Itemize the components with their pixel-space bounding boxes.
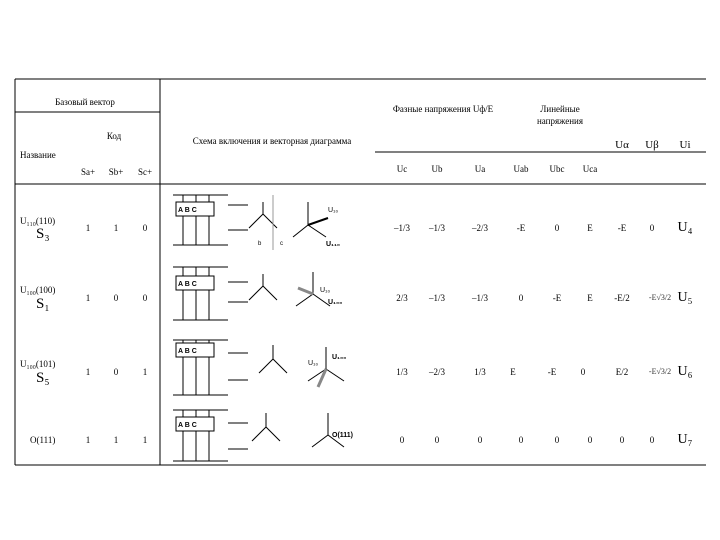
header-base-vector: Базовый вектор xyxy=(55,97,115,107)
cell-u-alpha: 0 xyxy=(619,435,625,445)
header-ub: Ub xyxy=(431,164,443,174)
cell-uab: 0 xyxy=(518,293,524,303)
cell-ubc: 0 xyxy=(554,223,560,233)
cell-sc: 0 xyxy=(142,223,148,233)
svg-text:O(111): O(111) xyxy=(332,432,354,439)
header-s-b: Sb+ xyxy=(108,167,124,177)
header-uab: Uab xyxy=(513,164,529,174)
cell-ubc: -E xyxy=(552,293,562,303)
scheme-diagram-111 xyxy=(168,405,368,467)
cell-sb: 1 xyxy=(113,435,119,445)
cell-uca: 0 xyxy=(587,435,593,445)
header-phase-voltages: Фазные напряжения Uф/E xyxy=(392,104,494,114)
cell-uca: 0 xyxy=(580,367,586,377)
cell-ub: –1/3 xyxy=(428,293,446,303)
header-ua: Ua xyxy=(474,164,486,174)
header-scheme: Схема включения и векторная диаграмма xyxy=(192,136,352,146)
svg-text:U₁₀: U₁₀ xyxy=(308,360,319,367)
row-sector: S₁ xyxy=(36,296,50,312)
svg-text:U₁₁₀: U₁₁₀ xyxy=(326,241,340,248)
scheme-diagram-110 xyxy=(168,190,368,255)
cell-u-beta: -E√3/2 xyxy=(648,367,672,376)
header-u-beta: Uβ xyxy=(645,139,659,151)
cell-u-i: U₆ xyxy=(677,364,693,379)
cell-u-beta: 0 xyxy=(649,435,655,445)
svg-text:A B C: A B C xyxy=(178,207,197,214)
row-sector: S₅ xyxy=(36,370,50,386)
cell-sc: 1 xyxy=(142,367,148,377)
row-name: U₁₀₀(100) xyxy=(20,285,56,295)
header-name: Название xyxy=(20,150,56,160)
cell-uc: 0 xyxy=(399,435,405,445)
cell-uca: E xyxy=(587,223,593,233)
cell-sb: 0 xyxy=(113,367,119,377)
cell-sc: 1 xyxy=(142,435,148,445)
cell-uc: 2/3 xyxy=(396,293,408,303)
svg-text:b: b xyxy=(258,241,262,247)
row-name: U₁₁₀(110) xyxy=(20,216,56,226)
svg-text:U₁₀₀: U₁₀₀ xyxy=(332,354,347,361)
cell-ubc: 0 xyxy=(554,435,560,445)
svg-text:A B C: A B C xyxy=(178,422,197,429)
cell-u-i: U₄ xyxy=(677,220,693,235)
cell-ua: –2/3 xyxy=(471,223,489,233)
header-uca: Uca xyxy=(582,164,598,174)
header-s-c: Sc+ xyxy=(137,167,153,177)
svg-text:U₁₀: U₁₀ xyxy=(320,287,331,294)
cell-uc: –1/3 xyxy=(393,223,411,233)
cell-ubc: -E xyxy=(547,367,557,377)
svg-text:A B C: A B C xyxy=(178,348,197,355)
header-code: Код xyxy=(106,131,122,141)
cell-uc: 1/3 xyxy=(396,367,408,377)
cell-sc: 0 xyxy=(142,293,148,303)
cell-sa: 1 xyxy=(85,293,91,303)
header-ubc: Ubc xyxy=(549,164,565,174)
cell-sa: 1 xyxy=(85,223,91,233)
cell-u-beta: 0 xyxy=(649,223,655,233)
cell-uca: E xyxy=(587,293,593,303)
svg-text:U₁₀: U₁₀ xyxy=(328,207,339,214)
cell-sb: 0 xyxy=(113,293,119,303)
cell-sa: 1 xyxy=(85,435,91,445)
header-uc: Uc xyxy=(396,164,408,174)
svg-text:c: c xyxy=(280,241,283,247)
cell-ua: –1/3 xyxy=(471,293,489,303)
cell-ua: 1/3 xyxy=(474,367,486,377)
svg-text:A B C: A B C xyxy=(178,281,197,288)
svg-text:U₁₀₀: U₁₀₀ xyxy=(328,299,343,306)
cell-ub: –1/3 xyxy=(428,223,446,233)
scheme-diagram-100 xyxy=(168,262,368,327)
row-name: U₁₀₀(101) xyxy=(20,359,56,369)
scheme-diagram-101 xyxy=(168,335,368,403)
cell-u-beta: -E√3/2 xyxy=(648,293,672,302)
cell-u-i: U₅ xyxy=(677,290,693,305)
cell-sa: 1 xyxy=(85,367,91,377)
cell-sb: 1 xyxy=(113,223,119,233)
header-s-a: Sa+ xyxy=(80,167,96,177)
cell-u-i: U₇ xyxy=(677,432,693,447)
header-line-voltages: Линейные напряжения xyxy=(536,104,583,126)
cell-ua: 0 xyxy=(477,435,483,445)
row-sector: S₃ xyxy=(36,226,50,242)
cell-ub: 0 xyxy=(434,435,440,445)
cell-u-alpha: E/2 xyxy=(615,367,629,377)
header-u-i: Ui xyxy=(679,139,691,151)
cell-ub: –2/3 xyxy=(428,367,446,377)
row-name: O(111) xyxy=(30,435,56,445)
cell-u-alpha: -E/2 xyxy=(614,293,630,303)
cell-uab: E xyxy=(510,367,516,377)
header-u-alpha: Uα xyxy=(615,139,629,151)
cell-uab: -E xyxy=(516,223,526,233)
cell-uab: 0 xyxy=(518,435,524,445)
cell-u-alpha: -E xyxy=(617,223,627,233)
